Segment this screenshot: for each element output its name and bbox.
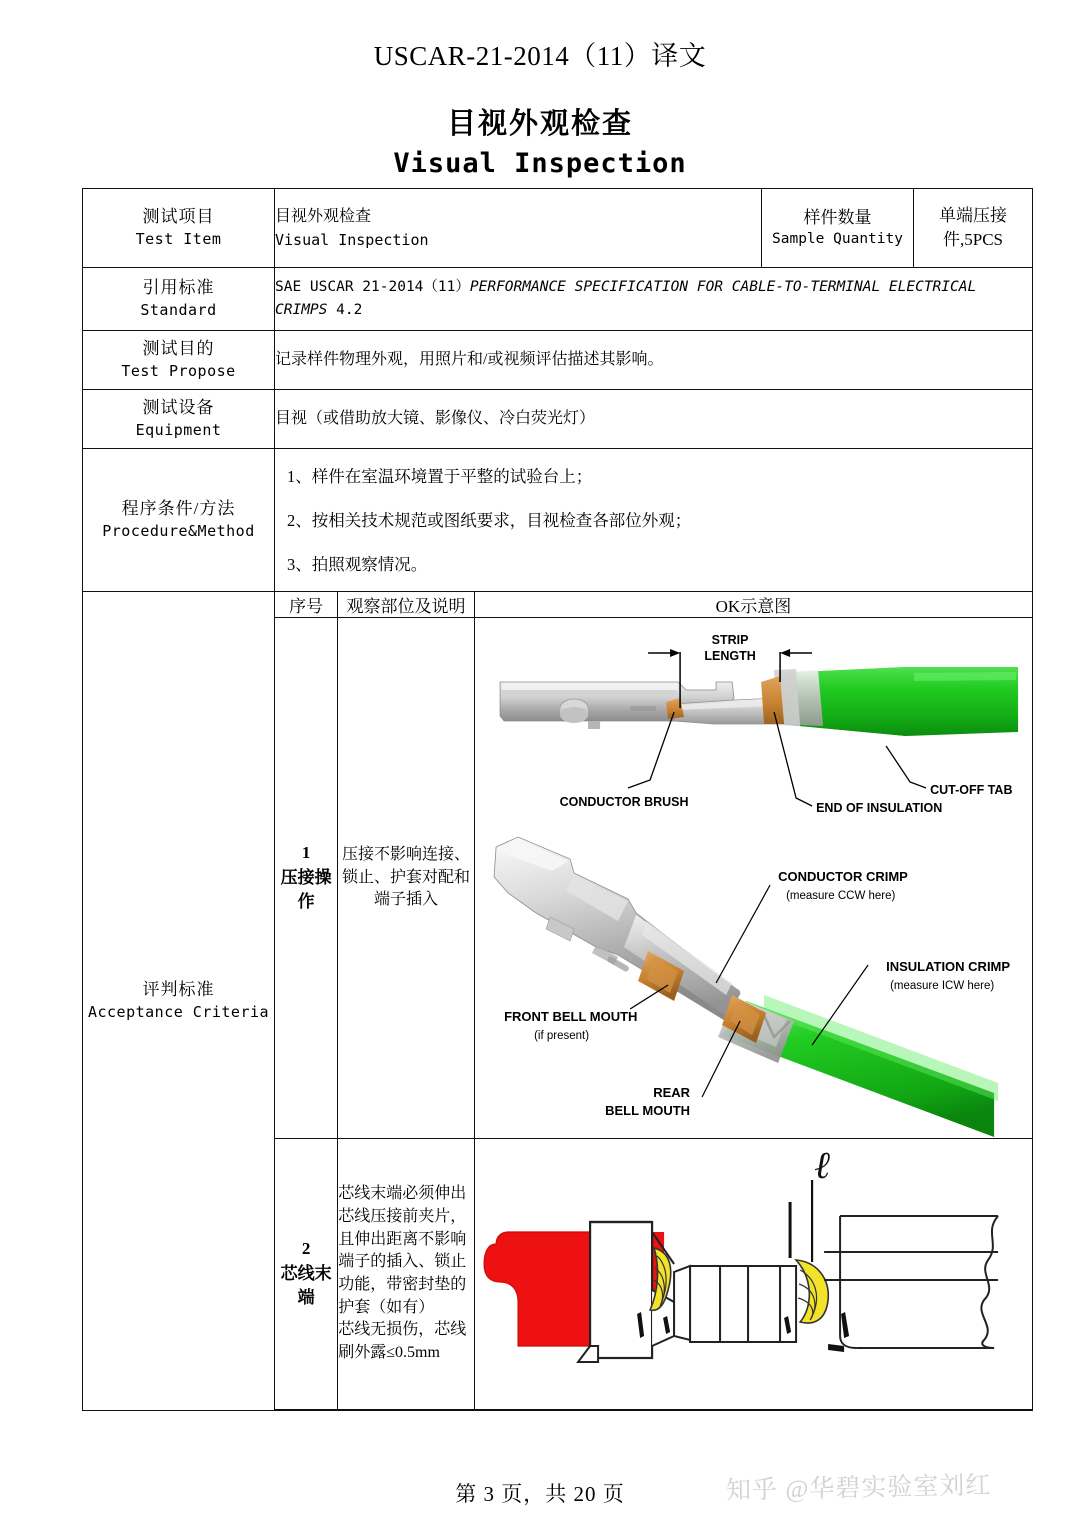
figure2-label-conductor-crimp-sub: (measure CCW here)	[785, 889, 896, 902]
table-row-equipment	[83, 390, 1033, 449]
criteria-col-index: 序号	[275, 592, 338, 618]
figure2-label-front-bell-mouth: FRONT BELL MOUTH	[503, 1008, 638, 1024]
criteria-row-1-description: 压接不影响连接、锁止、护套对配和端子插入	[338, 618, 475, 1139]
label-sample-quantity-cn: 样件数量	[803, 208, 872, 228]
criteria-header-row	[275, 592, 1032, 618]
procedure-step-2: 2、按相关技术规范或图纸要求，目视检查各部位外观；	[287, 511, 692, 530]
label-procedure-cn: 程序条件/方法	[121, 498, 236, 518]
label-standard-en: Standard	[140, 301, 217, 320]
criteria-row-2-description-part2: 芯线无损伤，芯线刷外露≤0.5mm	[338, 1321, 467, 1362]
document-code: USCAR-21-2014（11）译文	[373, 41, 707, 71]
criteria-row	[275, 618, 1032, 1139]
page-title-en: Visual Inspection	[393, 148, 687, 179]
criteria-row-1-name: 压接操作	[280, 867, 332, 912]
label-sample-quantity	[762, 189, 914, 268]
figure1-label-cut-off-tab: CUT-OFF TAB	[929, 782, 1013, 797]
value-test-propose: 记录样件物理外观，用照片和/或视频评估描述其影响。	[275, 331, 1033, 390]
label-sample-quantity-en: Sample Quantity	[772, 230, 903, 247]
figure1-label-strip-length-line2: LENGTH	[704, 648, 756, 663]
label-procedure-en: Procedure&Method	[102, 522, 255, 541]
criteria-row-2-number: 2	[301, 1239, 311, 1259]
criteria-row-2-description-part1: 芯线末端必须伸出芯线压接前夹片，且伸出距离不影响端子的插入、锁止功能，带密封垫的护套（如有）	[338, 1185, 467, 1316]
table-row-test-item	[83, 189, 1033, 268]
figure3-dimension-label: ℓ	[813, 1145, 830, 1187]
criteria-table	[275, 592, 1032, 1410]
label-acceptance-criteria-en: Acceptance Criteria	[87, 1003, 270, 1022]
criteria-row-1-index	[275, 618, 338, 1139]
value-standard	[275, 268, 1033, 331]
procedure-step-1: 1、样件在室温环境置于平整的试验台上；	[287, 467, 593, 486]
criteria-row-1-number: 1	[301, 843, 311, 863]
page-footer: 第 3 页，共 20 页	[455, 1482, 625, 1506]
value-test-item-en: Visual Inspection	[275, 230, 429, 249]
label-test-propose-en: Test Propose	[121, 362, 236, 381]
criteria-row-2-index	[275, 1139, 338, 1410]
label-test-item-en: Test Item	[135, 230, 222, 249]
label-standard-cn: 引用标准	[142, 277, 215, 297]
label-equipment-en: Equipment	[135, 421, 222, 440]
value-equipment: 目视（或借助放大镜、影像仪、冷白荧光灯）	[275, 390, 1033, 449]
label-acceptance-criteria-cn: 评判标准	[142, 979, 215, 999]
figure1-label-end-of-insulation: END OF INSULATION	[815, 800, 943, 815]
figure2-label-insulation-crimp: INSULATION CRIMP	[885, 958, 1010, 974]
test-specification-table	[82, 188, 1033, 1411]
label-test-item-cn: 测试项目	[142, 206, 215, 226]
label-equipment	[83, 390, 275, 449]
label-procedure	[83, 449, 275, 592]
figure2-label-insulation-crimp-sub: (measure ICW here)	[889, 979, 995, 992]
value-sample-quantity: 单端压接件,5PCS	[914, 189, 1033, 268]
label-test-item	[83, 189, 275, 268]
figure-wire-end-schematic	[475, 1140, 1032, 1408]
criteria-row	[275, 1139, 1032, 1410]
standard-title: PERFORMANCE SPECIFICATION FOR CABLE-TO-TERMINAL ELECTRICAL CRIMPS	[275, 278, 977, 318]
figure-terminal-isometric	[475, 825, 1032, 1137]
value-test-item-cn: 目视外观检查	[275, 207, 372, 225]
label-test-propose	[83, 331, 275, 390]
figure2-label-rear-bell-mouth-line2: BELL MOUTH	[604, 1102, 690, 1118]
figure2-label-conductor-crimp: CONDUCTOR CRIMP	[777, 868, 908, 884]
criteria-row-2-figure	[474, 1139, 1032, 1410]
figure-terminal-cross-section	[475, 620, 1032, 825]
label-equipment-cn: 测试设备	[142, 397, 215, 417]
criteria-row-2-name: 芯线末端	[280, 1263, 332, 1308]
criteria-col-figure: OK示意图	[474, 592, 1032, 618]
figure2-label-front-bell-mouth-sub: (if present)	[533, 1029, 589, 1042]
watermark: 知乎 @华碧实验室刘红	[725, 1472, 992, 1505]
standard-prefix: SAE USCAR 21-2014（11）	[275, 278, 470, 295]
document-header	[0, 0, 1080, 179]
page-title-cn: 目视外观检查	[446, 108, 633, 140]
label-standard	[83, 268, 275, 331]
table-row-procedure	[83, 449, 1033, 592]
criteria-row-2-description	[338, 1139, 475, 1410]
figure2-label-rear-bell-mouth-line1: REAR	[653, 1084, 690, 1100]
figure1-label-conductor-brush: CONDUCTOR BRUSH	[559, 794, 689, 809]
figure1-label-strip-length-line1: STRIP	[711, 632, 749, 647]
value-procedure	[275, 449, 1033, 592]
table-row-acceptance-criteria	[83, 592, 1033, 1411]
table-row-test-propose	[83, 331, 1033, 390]
value-test-item	[275, 189, 762, 268]
criteria-row-1-figure	[474, 618, 1032, 1139]
table-row-standard	[83, 268, 1033, 331]
standard-clause: 4.2	[336, 302, 363, 318]
acceptance-criteria-content	[275, 592, 1033, 1411]
criteria-col-description: 观察部位及说明	[338, 592, 475, 618]
label-acceptance-criteria	[83, 592, 275, 1411]
procedure-step-3: 3、拍照观察情况。	[287, 555, 428, 574]
label-test-propose-cn: 测试目的	[142, 338, 215, 358]
